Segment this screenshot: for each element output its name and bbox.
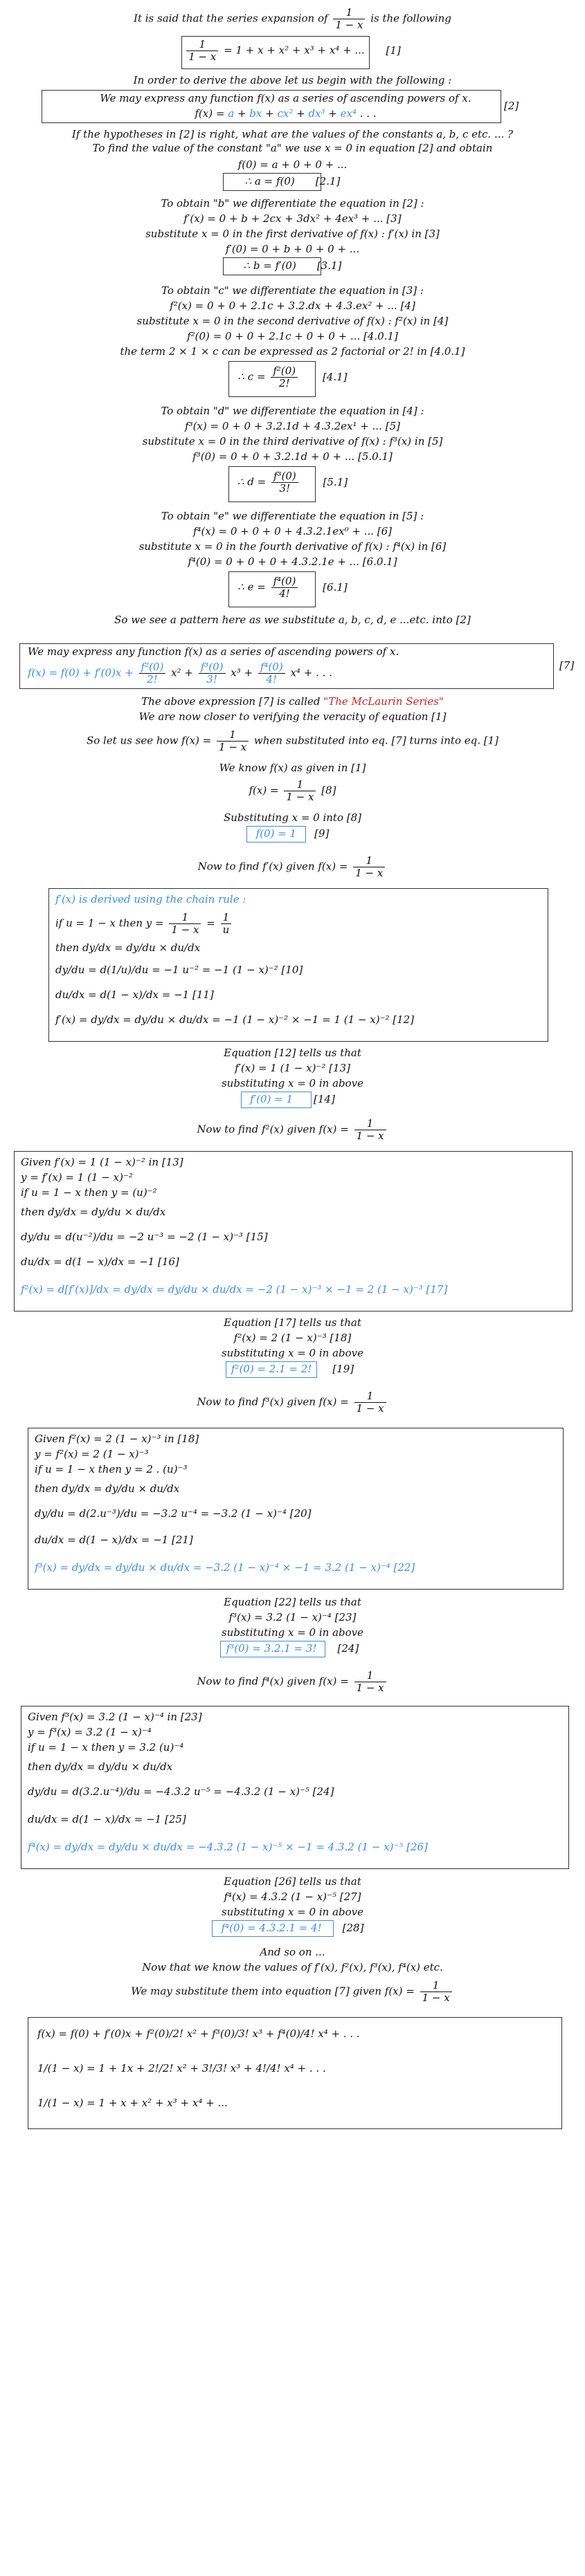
equation-7-tag: [7] bbox=[559, 659, 575, 672]
d-derivative: f³(x) = 0 + 0 + 3.2.1d + 4.3.2ex¹ + ... [5] bbox=[185, 420, 400, 432]
intro-line: It is said that the series expansion of $\frac{1}{1 - x}$ is the following bbox=[134, 6, 451, 31]
a-result: ∴ a = f(0) [2.1] bbox=[244, 175, 341, 187]
f3-line1: Given f²(x) = 2 (1 − x)⁻³ in [18] bbox=[35, 1433, 199, 1445]
f3-line3: if u = 1 − x then y = 2 . (u)⁻³ bbox=[35, 1463, 188, 1475]
c-derivative: f²(x) = 0 + 0 + 2.1c + 3.2.dx + 4.3.ex² + ... [4] bbox=[170, 300, 415, 312]
f3-line5: dy/du = d(2.u⁻³)/du = −3.2 u⁻⁴ = −3.2 (1 − x)⁻⁴ [20] bbox=[35, 1507, 312, 1520]
after-f3-c: substituting x = 0 in above bbox=[221, 1626, 364, 1639]
f4-line7: f⁴(x) = dy/dx = dy/du × du/dx = −4.3.2 (1 − x)⁻⁵ × −1 = 4.3.2 (1 − x)⁻⁵ [26] bbox=[28, 1841, 428, 1853]
d-result: ∴ d = $\frac{\text{f³(0)}}{3!}$ [5.1] bbox=[237, 470, 348, 495]
f1-line3: then dy/dx = dy/du × du/dx bbox=[55, 941, 201, 954]
f2-line4: then dy/dx = dy/du × du/dx bbox=[21, 1206, 166, 1218]
f3-line2: y = f²(x) = 2 (1 − x)⁻³ bbox=[35, 1448, 149, 1460]
final-line2: 1/(1 − x) = 1 + 1x + 2!/2! x² + 3!/3! x³ + 4!/4! x⁴ + . . . bbox=[37, 2062, 326, 2074]
now-know-text: Now that we know the values of f′(x), f²(x), f³(x), f⁴(x) etc. bbox=[142, 1961, 443, 1974]
find-f2-line: Now to find f²(x) given f(x) = $\frac{1}{1 - x}$ bbox=[0, 1118, 585, 1142]
find-f3-line: Now to find f³(x) given f(x) = $\frac{1}{1 - x}$ bbox=[0, 1390, 585, 1415]
f3-line6: du/dx = d(1 − x)/dx = −1 [21] bbox=[35, 1534, 193, 1546]
f4-line2: y = f³(x) = 3.2 (1 − x)⁻⁴ bbox=[28, 1726, 152, 1738]
after-f3-b: f³(x) = 3.2 (1 − x)⁻⁴ [23] bbox=[228, 1611, 357, 1623]
may-substitute-line: We may substitute them into equation [7] given f(x) = $\frac{1}{1 - x}$ bbox=[0, 1980, 585, 2004]
a-equation: f(0) = a + 0 + 0 + ... bbox=[237, 158, 348, 171]
f4-line6: du/dx = d(1 − x)/dx = −1 [25] bbox=[28, 1813, 186, 1825]
after-f4-b: f⁴(x) = 4.3.2 (1 − x)⁻⁵ [27] bbox=[224, 1890, 361, 1903]
after-f2-c: substituting x = 0 in above bbox=[221, 1347, 364, 1359]
after-f1-c: substituting x = 0 in above bbox=[221, 1077, 364, 1089]
f4-line1: Given f³(x) = 3.2 (1 − x)⁻⁴ in [23] bbox=[28, 1711, 202, 1723]
equation-2-line1: We may express any function f(x) as a series of ascending powers of x. bbox=[100, 92, 471, 104]
after-f2-result: f²(0) = 2.1 = 2! [19] bbox=[231, 1363, 354, 1375]
hypothesis-text: If the hypotheses in [2] is right, what are the values of the constants a, b, c etc. ... ? bbox=[71, 128, 514, 140]
b-result: ∴ b = f′(0) [3.1] bbox=[243, 259, 342, 272]
e-derivative: f⁴(x) = 0 + 0 + 0 + 4.3.2.1ex⁰ + ... [6] bbox=[192, 525, 393, 537]
f1-line6: f′(x) = dy/dx = dy/du × du/dx = −1 (1 − x)⁻² × −1 = 1 (1 − x)⁻² [12] bbox=[55, 1013, 415, 1026]
equation-1: $\frac{1}{1 - x}$ = 1 + x + x² + x³ + x⁴ + ... [1] bbox=[0, 39, 585, 63]
equation-9: f(0) = 1 [9] bbox=[255, 827, 330, 840]
find-a-text: To find the value of the constant "a" we use x = 0 in equation [2] and obtain bbox=[92, 142, 493, 154]
after-f1-b: f′(x) = 1 (1 − x)⁻² [13] bbox=[235, 1062, 350, 1074]
after-f1-result: f′(0) = 1 [14] bbox=[250, 1093, 335, 1105]
c-substitute: substitute x = 0 in the second derivative of f(x) : f²(x) in [4] bbox=[136, 315, 449, 327]
equation-7-line1: We may express any function f(x) as a series of ascending powers of x. bbox=[28, 645, 399, 658]
so-see-line: So let us see how f(x) = $\frac{1}{1 - x}$ when substituted into eq. [7] turns into eq. [1] bbox=[86, 728, 499, 753]
b-derivative: f′(x) = 0 + b + 2cx + 3dx² + 4ex³ + ... [3] bbox=[183, 212, 402, 225]
f4-line4: then dy/dx = dy/du × du/dx bbox=[28, 1760, 173, 1773]
after-f1-a: Equation [12] tells us that bbox=[224, 1047, 361, 1059]
know-text: We know f(x) as given in [1] bbox=[219, 762, 366, 774]
f4-line3: if u = 1 − x then y = 3.2 (u)⁻⁴ bbox=[28, 1741, 184, 1754]
f2-line5: dy/du = d(u⁻²)/du = −2 u⁻³ = −2 (1 − x)⁻³ [15] bbox=[21, 1231, 268, 1243]
substitute-zero-text: Substituting x = 0 into [8] bbox=[223, 811, 361, 824]
f1-line5: du/dx = d(1 − x)/dx = −1 [11] bbox=[55, 988, 214, 1001]
c-value: f²(0) = 0 + 0 + 2.1c + 0 + 0 + ... [4.0.1] bbox=[187, 330, 398, 342]
d-substitute: substitute x = 0 in the third derivative of f(x) : f³(x) in [5] bbox=[142, 435, 443, 448]
equation-7-line2: f(x) = f(0) + f′(0)x + $\frac{\text{f²(0)}}{2!}$ x² + $\frac{\text{f³(0)}}{3!}$ x³ + $\frac{\text{f⁴(0)}}{4!}$ x⁴ + . . . bbox=[28, 661, 332, 686]
after-f2-b: f²(x) = 2 (1 − x)⁻³ [18] bbox=[233, 1332, 352, 1344]
f2-line3: if u = 1 − x then y = (u)⁻² bbox=[21, 1186, 157, 1199]
c-note: the term 2 × 1 × c can be expressed as 2 factorial or 2! in [4.0.1] bbox=[120, 345, 465, 358]
after-f2-a: Equation [17] tells us that bbox=[224, 1316, 361, 1329]
final-line1: f(x) = f(0) + f′(0)x + f²(0)/2! x² + f³(0)/3! x³ + f⁴(0)/4! x⁴ + . . . bbox=[37, 2027, 360, 2040]
after-f4-c: substituting x = 0 in above bbox=[221, 1906, 364, 1918]
f1-line4: dy/du = d(1/u)/du = −1 u⁻² = −1 (1 − x)⁻² [10] bbox=[55, 964, 303, 976]
b-value: f′(0) = 0 + b + 0 + 0 + ... bbox=[225, 243, 360, 255]
closer-text: We are now closer to verifying the veracity of equation [1] bbox=[138, 710, 447, 723]
e-heading: To obtain "e" we differentiate the equation in [5] : bbox=[161, 510, 424, 522]
equation-8: f(x) = $\frac{1}{1 - x}$ [8] bbox=[249, 778, 336, 803]
after-f3-result: f³(0) = 3.2.1 = 3! [24] bbox=[226, 1642, 359, 1655]
f2-line6: du/dx = d(1 − x)/dx = −1 [16] bbox=[21, 1255, 179, 1268]
after-f3-a: Equation [22] tells us that bbox=[224, 1596, 361, 1608]
b-heading: To obtain "b" we differentiate the equation in [2] : bbox=[161, 197, 424, 210]
b-substitute: substitute x = 0 in the first derivative of f(x) : f′(x) in [3] bbox=[145, 228, 440, 240]
after-f4-a: Equation [26] tells us that bbox=[224, 1875, 361, 1888]
equation-2-tag: [2] bbox=[504, 100, 519, 112]
f4-line5: dy/du = d(3.2.u⁻⁴)/du = −4.3.2 u⁻⁵ = −4.3.2 (1 − x)⁻⁵ [24] bbox=[28, 1785, 334, 1798]
pattern-text: So we see a pattern here as we substitute a, b, c, d, e ...etc. into [2] bbox=[114, 614, 471, 626]
after-f4-result: f⁴(0) = 4.3.2.1 = 4! [28] bbox=[221, 1922, 364, 1934]
f2-line7: f²(x) = d[f′(x)]/dx = dy/dx = dy/du × du/dx = −2 (1 − x)⁻³ × −1 = 2 (1 − x)⁻³ [17] bbox=[21, 1283, 448, 1296]
find-f4-line: Now to find f⁴(x) given f(x) = $\frac{1}{1 - x}$ bbox=[0, 1670, 585, 1694]
f2-line2: y = f′(x) = 1 (1 − x)⁻² bbox=[21, 1171, 133, 1184]
d-heading: To obtain "d" we differentiate the equation in [4] : bbox=[161, 405, 424, 417]
begin-text: In order to derive the above let us begin with the following : bbox=[133, 74, 452, 86]
equation-2-line2: f(x) = a + bx + cx² + dx³ + ex⁴ . . . bbox=[195, 107, 377, 120]
f1-line1: f′(x) is derived using the chain rule : bbox=[55, 893, 246, 905]
mclaurin-line: The above expression [7] is called "The McLaurin Series" bbox=[141, 695, 444, 708]
f2-line1: Given f′(x) = 1 (1 − x)⁻² in [13] bbox=[21, 1156, 183, 1168]
f3-line4: then dy/dx = dy/du × du/dx bbox=[35, 1482, 180, 1495]
c-result: ∴ c = $\frac{\text{f²(0)}}{2!}$ [4.1] bbox=[237, 365, 348, 389]
find-f1-line: Now to find f′(x) given f(x) = $\frac{1}{1 - x}$ bbox=[0, 855, 585, 879]
e-result: ∴ e = $\frac{\text{f⁴(0)}}{4!}$ [6.1] bbox=[237, 575, 348, 600]
final-line3: 1/(1 − x) = 1 + x + x² + x³ + x⁴ + ... bbox=[37, 2097, 228, 2109]
c-heading: To obtain "c" we differentiate the equation in [3] : bbox=[161, 284, 424, 297]
f1-line2: if u = 1 − x then y = $\frac{1}{1 - x}$ = $\frac{1}{u}$ bbox=[55, 912, 233, 936]
d-value: f³(0) = 0 + 0 + 3.2.1d + 0 + ... [5.0.1] bbox=[192, 450, 393, 463]
and-so-on: And so on ... bbox=[260, 1946, 325, 1958]
e-substitute: substitute x = 0 in the fourth derivative of f(x) : f⁴(x) in [6] bbox=[138, 540, 447, 553]
f3-line7: f³(x) = dy/dx = dy/du × du/dx = −3.2 (1 − x)⁻⁴ × −1 = 3.2 (1 − x)⁻⁴ [22] bbox=[35, 1561, 415, 1574]
e-value: f⁴(0) = 0 + 0 + 0 + 4.3.2.1e + ... [6.0.1] bbox=[188, 555, 397, 568]
